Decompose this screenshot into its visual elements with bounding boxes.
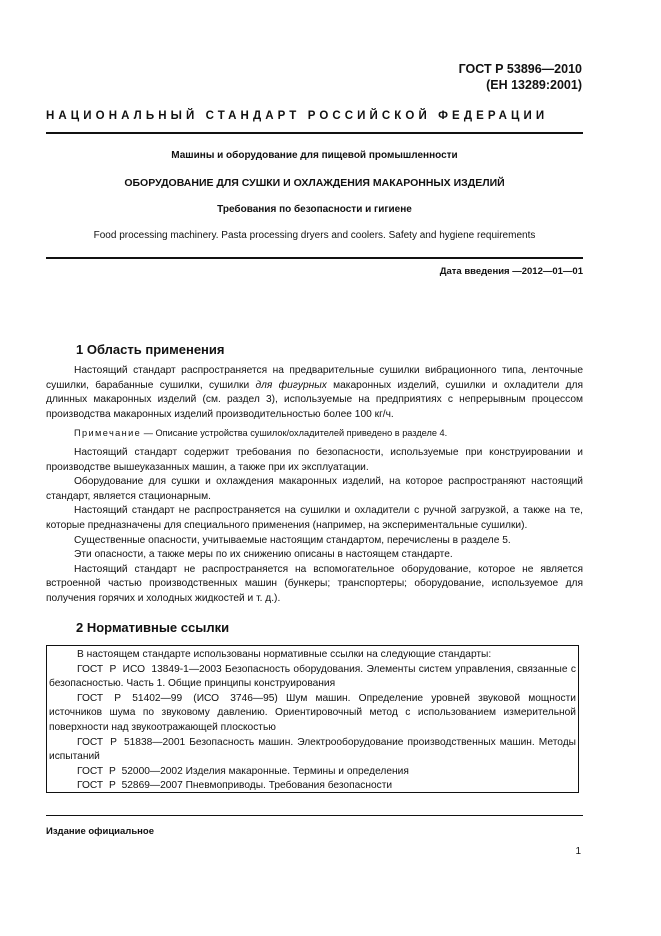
title-divider (46, 257, 583, 259)
reference-item: ГОСТ Р 51838—2001 Безопасность машин. Электрооборудование производственных машин. Методы испытаний (49, 736, 576, 763)
section-2-heading: 2 Нормативные ссылки (76, 620, 230, 635)
paragraph: Эти опасности, а также меры по их снижению описаны в настоящем стандарте. (74, 549, 453, 561)
reference-item: ГОСТ Р 52000—2002 Изделия макаронные. Термины и определения (77, 765, 409, 777)
top-divider (46, 132, 583, 134)
page-number: 1 (575, 846, 581, 857)
reference-code: ГОСТ Р 52000—2002 (77, 765, 183, 777)
note (46, 426, 583, 441)
section-1-heading: 1 Область применения (76, 342, 225, 357)
paragraph: Оборудование для сушки и охлаждения макаронных изделий, на которое распространяют настоящий стандарт, является стационарным. (46, 476, 583, 502)
paragraph: Существенные опасности, учитываемые настоящим стандартом, перечислены в разделе 5. (74, 534, 511, 546)
reference-item: ГОСТ Р 51402—99 (ИСО 3746—95) Шум машин. Определение уровней звуковой мощности источников шума по звуковому давлению. Ориентировочный метод с использованием измерительной поверхности над звукоотражающей плоскостью (49, 692, 576, 733)
subtitle: Требования по безопасности и гигиене (217, 204, 412, 215)
footer-divider (46, 815, 583, 816)
paragraph: Настоящий стандарт не распространяется на вспомогательное оборудование, которое не является встроенной частью производственных машин (бункеры; транспортеры; оборудование, используемое для получения горячих и холодных жидкостей и т. д.). (46, 563, 583, 604)
emphasis: для фигурных (255, 379, 327, 391)
references-intro: В настоящем стандарте использованы нормативные ссылки на следующие стандарты: (77, 649, 492, 660)
doc-number: ГОСТ Р 53896—2010 (458, 62, 582, 76)
main-title: ОБОРУДОВАНИЕ ДЛЯ СУШКИ И ОХЛАЖДЕНИЯ МАКАРОННЫХ ИЗДЕЛИЙ (124, 177, 505, 189)
references-list (49, 648, 576, 794)
reference-item: ГОСТ Р ИСО 13849-1—2003 Безопасность оборудования. Элементы систем управления, связанные с безопасностью. Часть 1. Общие принципы конструирования (49, 663, 576, 690)
reference-code: ГОСТ Р ИСО 13849-1—2003 (77, 663, 222, 675)
note-text: — Описание устройства сушилок/охладителей приведено в разделе 4. (141, 428, 448, 439)
national-standard-banner: НАЦИОНАЛЬНЫЙ СТАНДАРТ РОССИЙСКОЙ ФЕДЕРАЦИИ (46, 110, 549, 122)
official-edition-label: Издание официальное (46, 826, 154, 837)
english-title: Food processing machinery. Pasta processing dryers and coolers. Safety and hygiene requirements (93, 230, 536, 241)
normative-references-box (46, 645, 579, 793)
paragraph: Настоящий стандарт распространяется на предварительные сушилки вибрационного типа, ленточные сушилки, барабанные сушилки, сушилки для фигурных макаронных изделий, сушилки и охладители для длинных макаронных изделий (см. раздел 3), используемые на предприятиях с непрерывным процессом производства макаронных изделий производительностью более 100 кг/ч. (46, 365, 583, 420)
paragraph: Настоящий стандарт содержит требования по безопасности, используемые при конструировании и производстве вышеуказанных машин, а также при их эксплуатации. (46, 446, 583, 473)
paragraph: Настоящий стандарт не распространяется на сушилки и охладители с ручной загрузкой, а также на те, которые предназначены для специального применения (например, на экспериментальные сушилки). (46, 505, 583, 531)
reference-item: ГОСТ Р 52869—2007 Пневмоприводы. Требования безопасности (77, 780, 393, 792)
section-1-body (46, 364, 583, 607)
category-title: Машины и оборудование для пищевой промышленности (171, 150, 458, 161)
en-number: (ЕН 13289:2001) (486, 78, 582, 92)
reference-code: ГОСТ Р 51838—2001 (77, 736, 186, 748)
reference-code: ГОСТ Р 52869—2007 (77, 780, 183, 792)
note-label: Примечание (74, 428, 142, 439)
document-number-block (459, 61, 582, 93)
reference-code: ГОСТ Р 51402—99 (ИСО 3746—95) (77, 692, 278, 704)
introduction-date: Дата введения —2012—01—01 (439, 266, 583, 277)
